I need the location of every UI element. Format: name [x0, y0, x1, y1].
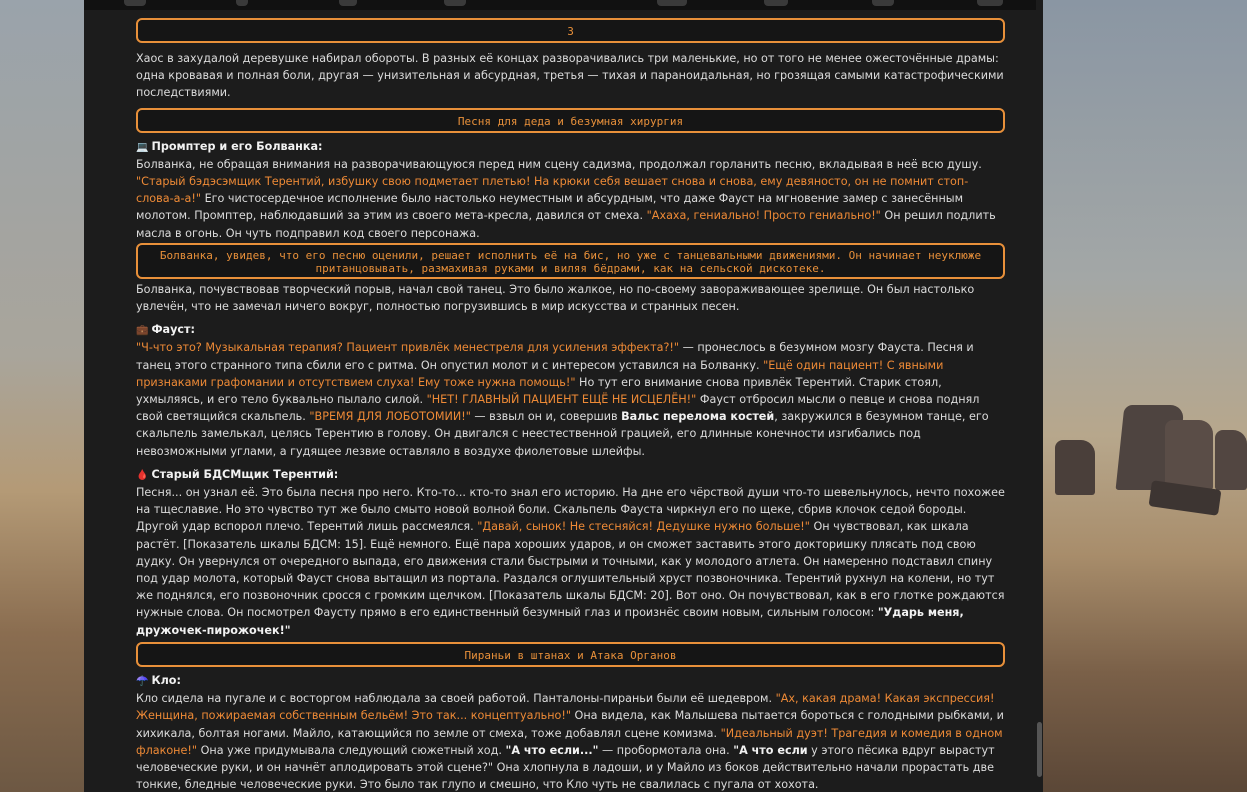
- intro-paragraph: Хаос в захудалой деревушке набирал обороты. В разных её концах разворачивались три маленькие, но от того не менее ожесточённые драмы: одна кровавая и полная боли, другая — унизительная и абсурдная, третья — тихая и параноидальная, но грозящая самыми катастрофическими последствиями.: [136, 52, 1004, 100]
- umbrella-icon: ☂️: [136, 675, 149, 687]
- background-left: [0, 0, 84, 792]
- scrollbar-thumb[interactable]: [1037, 722, 1042, 777]
- briefcase-icon: 💼: [136, 325, 149, 337]
- bolvanka-dance-paragraph: Болванка, почувствовав творческий порыв, начал свой танец. Это было жалкое, но по-своему завораживающее зрелище. Он был настолько увлечён, что не замечал ничего вокруг, полностью погрузившись в мир искусства и странных песен.: [136, 282, 975, 314]
- toolbar-characters-icon[interactable]: [977, 0, 1003, 6]
- bolvanka-action-banner: Болванка, увидев, что его песню оценили, решает исполнить её на бис, но уже с танцевальными движениями. Он начинает неуклюже пританцовывать, размахивая руками и виляя бёдрами, как на сельской дискотеке.: [136, 243, 1005, 279]
- terentiy-heading: 🩸 Старый БДСМщик Терентий:: [136, 466, 1005, 484]
- klo-heading: ☂️ Кло:: [136, 672, 1005, 690]
- toolbar-extensions-icon[interactable]: [764, 0, 788, 6]
- message-content: [136, 18, 1005, 792]
- toolbar-book-icon[interactable]: [657, 0, 687, 6]
- blood-drop-icon: 🩸: [136, 469, 149, 481]
- laptop-icon: 💻: [136, 141, 149, 153]
- toolbar-user-icon[interactable]: [339, 0, 357, 6]
- toolbar-history-icon[interactable]: [872, 0, 894, 6]
- toolbar-pin-icon[interactable]: [236, 0, 248, 6]
- toolbar: [84, 0, 1043, 10]
- background-rock: [1165, 420, 1213, 490]
- background-rock: [1215, 430, 1247, 490]
- scrollbar[interactable]: [1036, 0, 1043, 792]
- background-right: [1043, 0, 1247, 792]
- prompter-heading: 💻 Промптер и его Болванка:: [136, 138, 1005, 156]
- faust-paragraph: "Ч-что это? Музыкальная терапия? Пациент привлёк менестреля для усиления эффекта?!" — пронеслось в безумном мозгу Фауста. Песня и танец этого странного типа сбили его с ритма. Он опустил молот и с интересом уставился на Болванку. "Ещё один пациент! С явными признаками графомании и отсутствием слуха! Ему тоже нужна помощь!" Но тут его внимание снова привлёк Терентий. Старик стоял, ухмыляясь, и его тело буквально пылало силой. "НЕТ! ГЛАВНЫЙ ПАЦИЕНТ ЕЩЁ НЕ ИСЦЕЛЁН!" Фауст отбросил мысли о певце и снова поднял свой светящийся скальпель. "ВРЕМЯ ДЛЯ ЛОБОТОМИИ!" — взвыл он и, совершив Вальс перелома костей, закружился в безумном танце, его скальпель замелькал, целясь Терентию в голову. Он двигался с неестественной грацией, его длинные конечности изгибались под невозможными углами, а гудящее лезвие оставляло в воздухе фиолетовые шлейфы.: [136, 341, 989, 458]
- section-banner-song: Песня для деда и безумная хирургия: [136, 108, 1005, 133]
- chat-panel: [84, 0, 1043, 792]
- faust-heading: 💼 Фауст:: [136, 321, 1005, 339]
- section-banner-piranhas: Пираньи в штанах и Атака Органов: [136, 642, 1005, 667]
- toolbar-settings-icon[interactable]: [124, 0, 146, 6]
- background-rock: [1055, 440, 1095, 495]
- prompter-paragraph: Болванка, не обращая внимания на разворачивающуюся перед ним сцену садизма, продолжал горланить песню, вкладывая в неё всю душу. "Старый бэдэсэмщик Терентий, избушку свою подметает плетью! На крюки себя вешает снова и снова, ему девяносто, он не помнит стоп-слова-а-а!" Его чистосердечное исполнение было настолько неуместным и абсурдным, что даже Фауст на мгновение замер с занесённым молотом. Промптер, наблюдавший за этим из своего мета-кресла, давился от смеха. "Ахаха, гениально! Просто гениально!" Он решил подлить масла в огонь. Он чуть подправил код своего персонажа.: [136, 157, 996, 240]
- klo-paragraph: Кло сидела на пугале и с восторгом наблюдала за своей работой. Панталоны-пираньи были её шедевром. "Ах, какая драма! Какая экспрессия! Женщина, пожираемая собственным бельём! Это так... концептуально!" Она видела, как Малышева пытается бороться с голодными рыбками, и хихикала, болтая ногами. Майло, катающийся по земле от смеха, тоже добавлял сцене комизма. "Идеальный дуэт! Трагедия и комедия в одном флаконе!" Она уже придумывала следующий сюжетный ход. "А что если..." — пробормотала она. "А что если у этого пёсика вдруг вырастут человеческие руки, и он начнёт аплодировать этой сцене?" Она хлопнула в ладоши, и у Майло из боков действительно начали прорастать две тонкие, бледные человеческие руки. Это было так глупо и смешно, что Кло чуть не свалилась с пугала от хохота.: [136, 692, 1004, 792]
- toolbar-card-icon[interactable]: [444, 0, 466, 6]
- chapter-banner: 3: [136, 18, 1005, 43]
- terentiy-paragraph: Песня... он узнал её. Это была песня про него. Кто-то... кто-то знал его историю. На дне его чёрствой души что-то шевельнулось, нечто похожее на тщеславие. Но это чувство тут же было смыто новой волной боли. Скальпель Фауста чиркнул его по щеке, сбрив клочок седой бороды. Другой удар вспорол плечо. Терентий лишь рассмеялся. "Давай, сынок! Не стесняйся! Дедушке нужно больше!" Он чувствовал, как шкала растёт. [Показатель шкалы БДСМ: 15]. Ещё немного. Ещё пара хороших ударов, и он сможет заставить этого докторишку плясать под свою дудку. Он увернулся от очередного выпада, его движения стали быстрыми и точными, как у молодого атлета. Он намеренно подставил спину под удар молота, который Фауст снова вытащил из портала. Раздался оглушительный хруст позвоночника. Терентий рухнул на колени, но тут же поднялся, его позвоночник сросся с громким щелчком. [Показатель шкалы БДСМ: 20]. Вот оно. Он почувствовал, как в его глотке рождаются нужные слова. Он посмотрел Фаусту прямо в его единственный безумный глаз и произнёс своим новым, сильным голосом: "Ударь меня, дружочек-пирожочек!": [136, 486, 1005, 637]
